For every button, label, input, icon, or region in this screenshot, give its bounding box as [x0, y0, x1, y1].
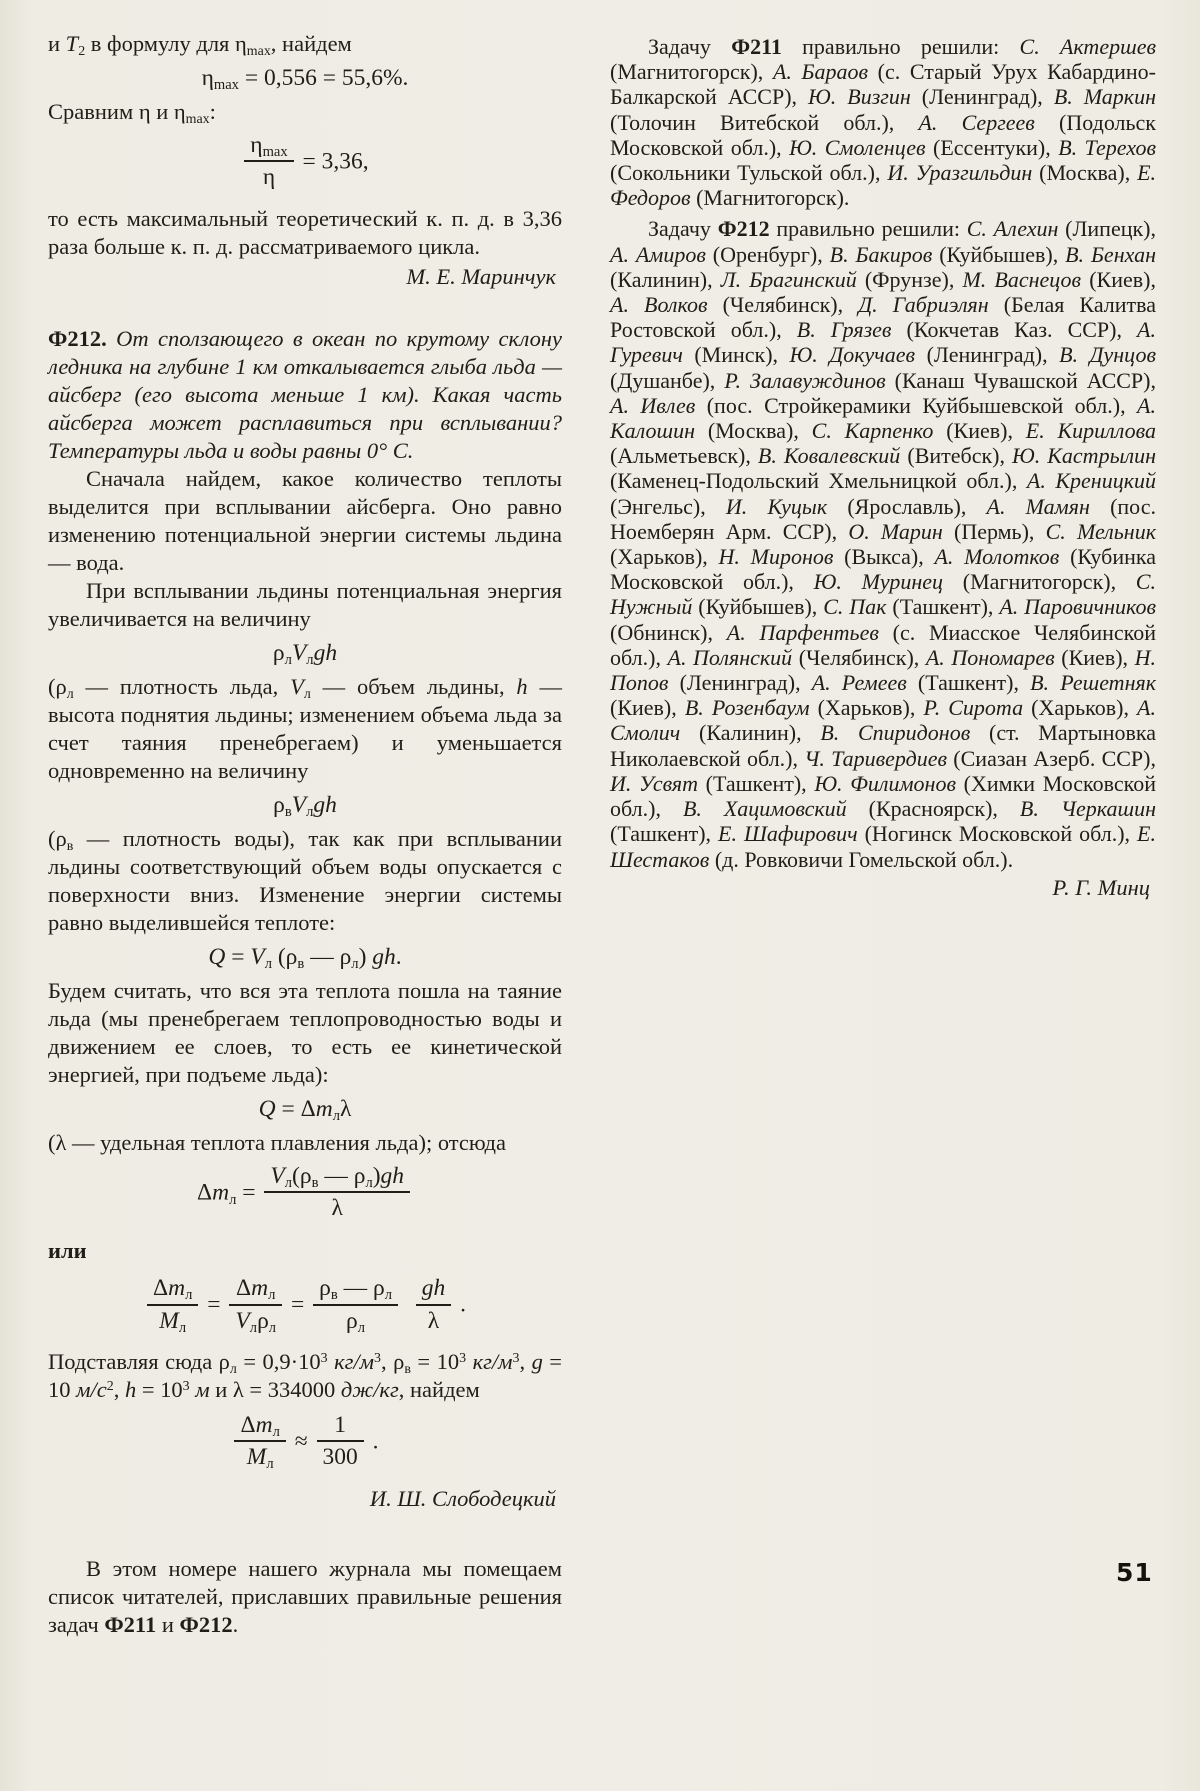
paragraph: или — [48, 1238, 87, 1264]
paragraph: При всплывании льдины потенциальная энергия увеличивается на величину — [48, 577, 562, 631]
fraction: $\frac{\Delta m_л}{M_л}$ — [234, 1412, 285, 1471]
formula: $\frac{\eta_{max}}{\eta}$ = 3,36, — [48, 134, 562, 193]
fraction: $\frac{\rho_в — \rho_л}{\rho_л}$ — [313, 1275, 398, 1334]
paragraph: Сравним η и $\eta_{max}$: — [48, 99, 216, 127]
fraction: $\frac{1}{300}$ — [317, 1412, 364, 1471]
paragraph: ($\rho_л$ — плотность льда, $V_л$ — объем льдины, h — высота поднятия льдины; изменением объема льда за счет таяния пренебрегаем) и уменьшается одновременно на величину — [48, 673, 563, 783]
page-number: 51 — [1116, 1558, 1153, 1587]
paragraph: Ф212. От сползающего в океан по крутому склону ледника на глубине 1 км откалывается глыба льда — айсберг (его высота меньше 1 км). Какая часть айсберга может расплавиться при всплывании? Температуры льда и воды равны 0° С. — [48, 325, 562, 463]
author-signature: М. Е. Маринчук — [406, 263, 556, 289]
author-signature: И. Ш. Слободецкий — [369, 1485, 556, 1511]
formula: $\rho_лV_лgh$ — [272, 639, 338, 668]
paragraph: Задачу Ф212 правильно решили: С. Алехин (Липецк), А. Амиров (Оренбург), В. Бакиров (Куйбышев), В. Бенхан (Калинин), Л. Брагинский (Фрунзе), М. Васнецов (Киев), А. Волков (Челябинск), Д. Габриэлян (Белая Калитва Ростовской обл.), В. Грязев (Кокчетав Каз. ССР), А. Гуревич (Минск), Ю. Докучаев (Ленинград), В. Дунцов (Душанбе), Р. Залавуждинов (Канаш Чувашской АССР), А. Ивлев (пос. Стройкерамики Куйбышевской обл.), А. Калошин (Москва), С. Карпенко (Киев), Е. Кириллова (Альметьевск), В. Ковалевский (Витебск), Ю. Кастрылин (Каменец-Подольский Хмельницкой обл.), А. Креницкий (Энгельс), И. Куцык (Ярославль), А. Мамян (пос. Ноемберян Арм. ССР), О. Марин (Пермь), С. Мельник (Харьков), Н. Миронов (Выкса), А. Молотков (Кубинка Московской обл.), Ю. Муринец (Магнитогорск), С. Нужный (Куйбышев), С. Пак (Ташкент), А. Паровичников (Обнинск), А. Парфентьев (с. Миасское Челябинской обл.), А. Полянский (Челябинск), А. Пономарев (Киев), Н. Попов (Ленинград), А. Ремеев (Ташкент), В. Решетняк (Киев), В. Розенбаум (Харьков), Р. Сирота (Харьков), А. Смолич (Калинин), В. Спиридонов (ст. Мартыновка Николаевской обл.), Ч. Таривердиев (Сиазан Азерб. ССР), И. Усвят (Ташкент), Ю. Филимонов (Химки Московской обл.), В. Хацимовский (Красноярск), В. Черкашин (Ташкент), Е. Шафирович (Ногинск Московской обл.), Е. Шестаков (д. Ровковичи Гомельской обл.). — [610, 216, 1157, 872]
formula: $\eta_{max} = 0,556 = 55,6\%$. — [201, 65, 409, 94]
formula: $\frac{\Delta m_л}{M_л}$ = $\frac{\Delta m_л}{V_л\rho_л}$ = $\frac{\rho_в — \rho_л}{\rho_л}$ $\frac{gh}{\lambda}$ . — [48, 1277, 562, 1336]
formula: $Q = \Delta m_л\lambda$ — [258, 1095, 352, 1124]
author-signature: Р. Г. Минц — [1052, 874, 1150, 900]
paragraph: то есть максимальный теоретический к. п. д. в 3,36 раза больше к. п. д. рассматриваемого цикла. — [48, 205, 562, 259]
right-column — [610, 34, 1156, 902]
left-column — [48, 30, 562, 1639]
formula: $\rho_вV_лgh$ — [273, 791, 337, 820]
fraction: $\frac{\Delta m_л}{M_л}$ — [147, 1275, 198, 1334]
fraction: $\frac{\Delta m_л}{V_л\rho_л}$ — [229, 1275, 282, 1334]
paragraph: Задачу Ф211 правильно решили: С. Актершев (Магнитогорск), А. Бараов (с. Старый Урух Кабардино-Балкарской АССР), Ю. Визгин (Ленинград), В. Маркин (Толочин Витебской обл.), А. Сергеев (Подольск Московской обл.), Ю. Смоленцев (Ессентуки), В. Терехов (Сокольники Тульской обл.), И. Уразгильдин (Москва), Е. Федоров (Магнитогорск). — [610, 34, 1157, 211]
paragraph: и $T_2$ в формулу для $\eta_{max}$, найдем — [48, 31, 352, 59]
paragraph: ($\rho_в$ — плотность воды), так как при всплывании льдины соответствующий объем воды опускается с поверхности вниз. Изменение энергии системы равно выделившейся теплоте: — [48, 825, 562, 935]
fraction: $\frac{\eta_{max}}{\eta}$ — [244, 132, 293, 191]
paragraph: Подставляя сюда $\rho_л = 0,9\cdot 10^3$ $кг/м^3$, $\rho_в = 10^3$ $кг/м^3$, g = 10 $м/с^2$, $h = 10^3$ м и λ = 334000 дж/кг, найдем — [48, 1348, 562, 1402]
paragraph: Будем считать, что вся эта теплота пошла на таяние льда (мы пренебрегаем теплопроводностью воды и движением ее слоев, то есть ее кинетической энергией, при подъеме льда): — [48, 977, 562, 1087]
formula: $\Delta m_л$ = $\frac{V_л(\rho_в — \rho_л)gh}{\lambda}$ — [48, 1165, 562, 1224]
paragraph: В этом номере нашего журнала мы помещаем список читателей, приславших правильные решения задач Ф211 и Ф212. — [48, 1555, 562, 1637]
formula: $\frac{\Delta m_л}{M_л}$ ≈ $\frac{1}{300}$ . — [48, 1414, 562, 1473]
paragraph: Сначала найдем, какое количество теплоты выделится при всплывании айсберга. Оно равно изменению потенциальной энергии системы льдина — вода. — [48, 465, 562, 575]
fraction: $\frac{gh}{\lambda}$ — [416, 1275, 452, 1334]
fraction: $\frac{V_л(\rho_в — \rho_л)gh}{\lambda}$ — [264, 1163, 410, 1222]
paragraph: (λ — удельная теплота плавления льда); отсюда — [48, 1129, 506, 1155]
formula: $Q = V_л$ ($\rho_в$ — $\rho_л$) gh. — [208, 943, 402, 972]
